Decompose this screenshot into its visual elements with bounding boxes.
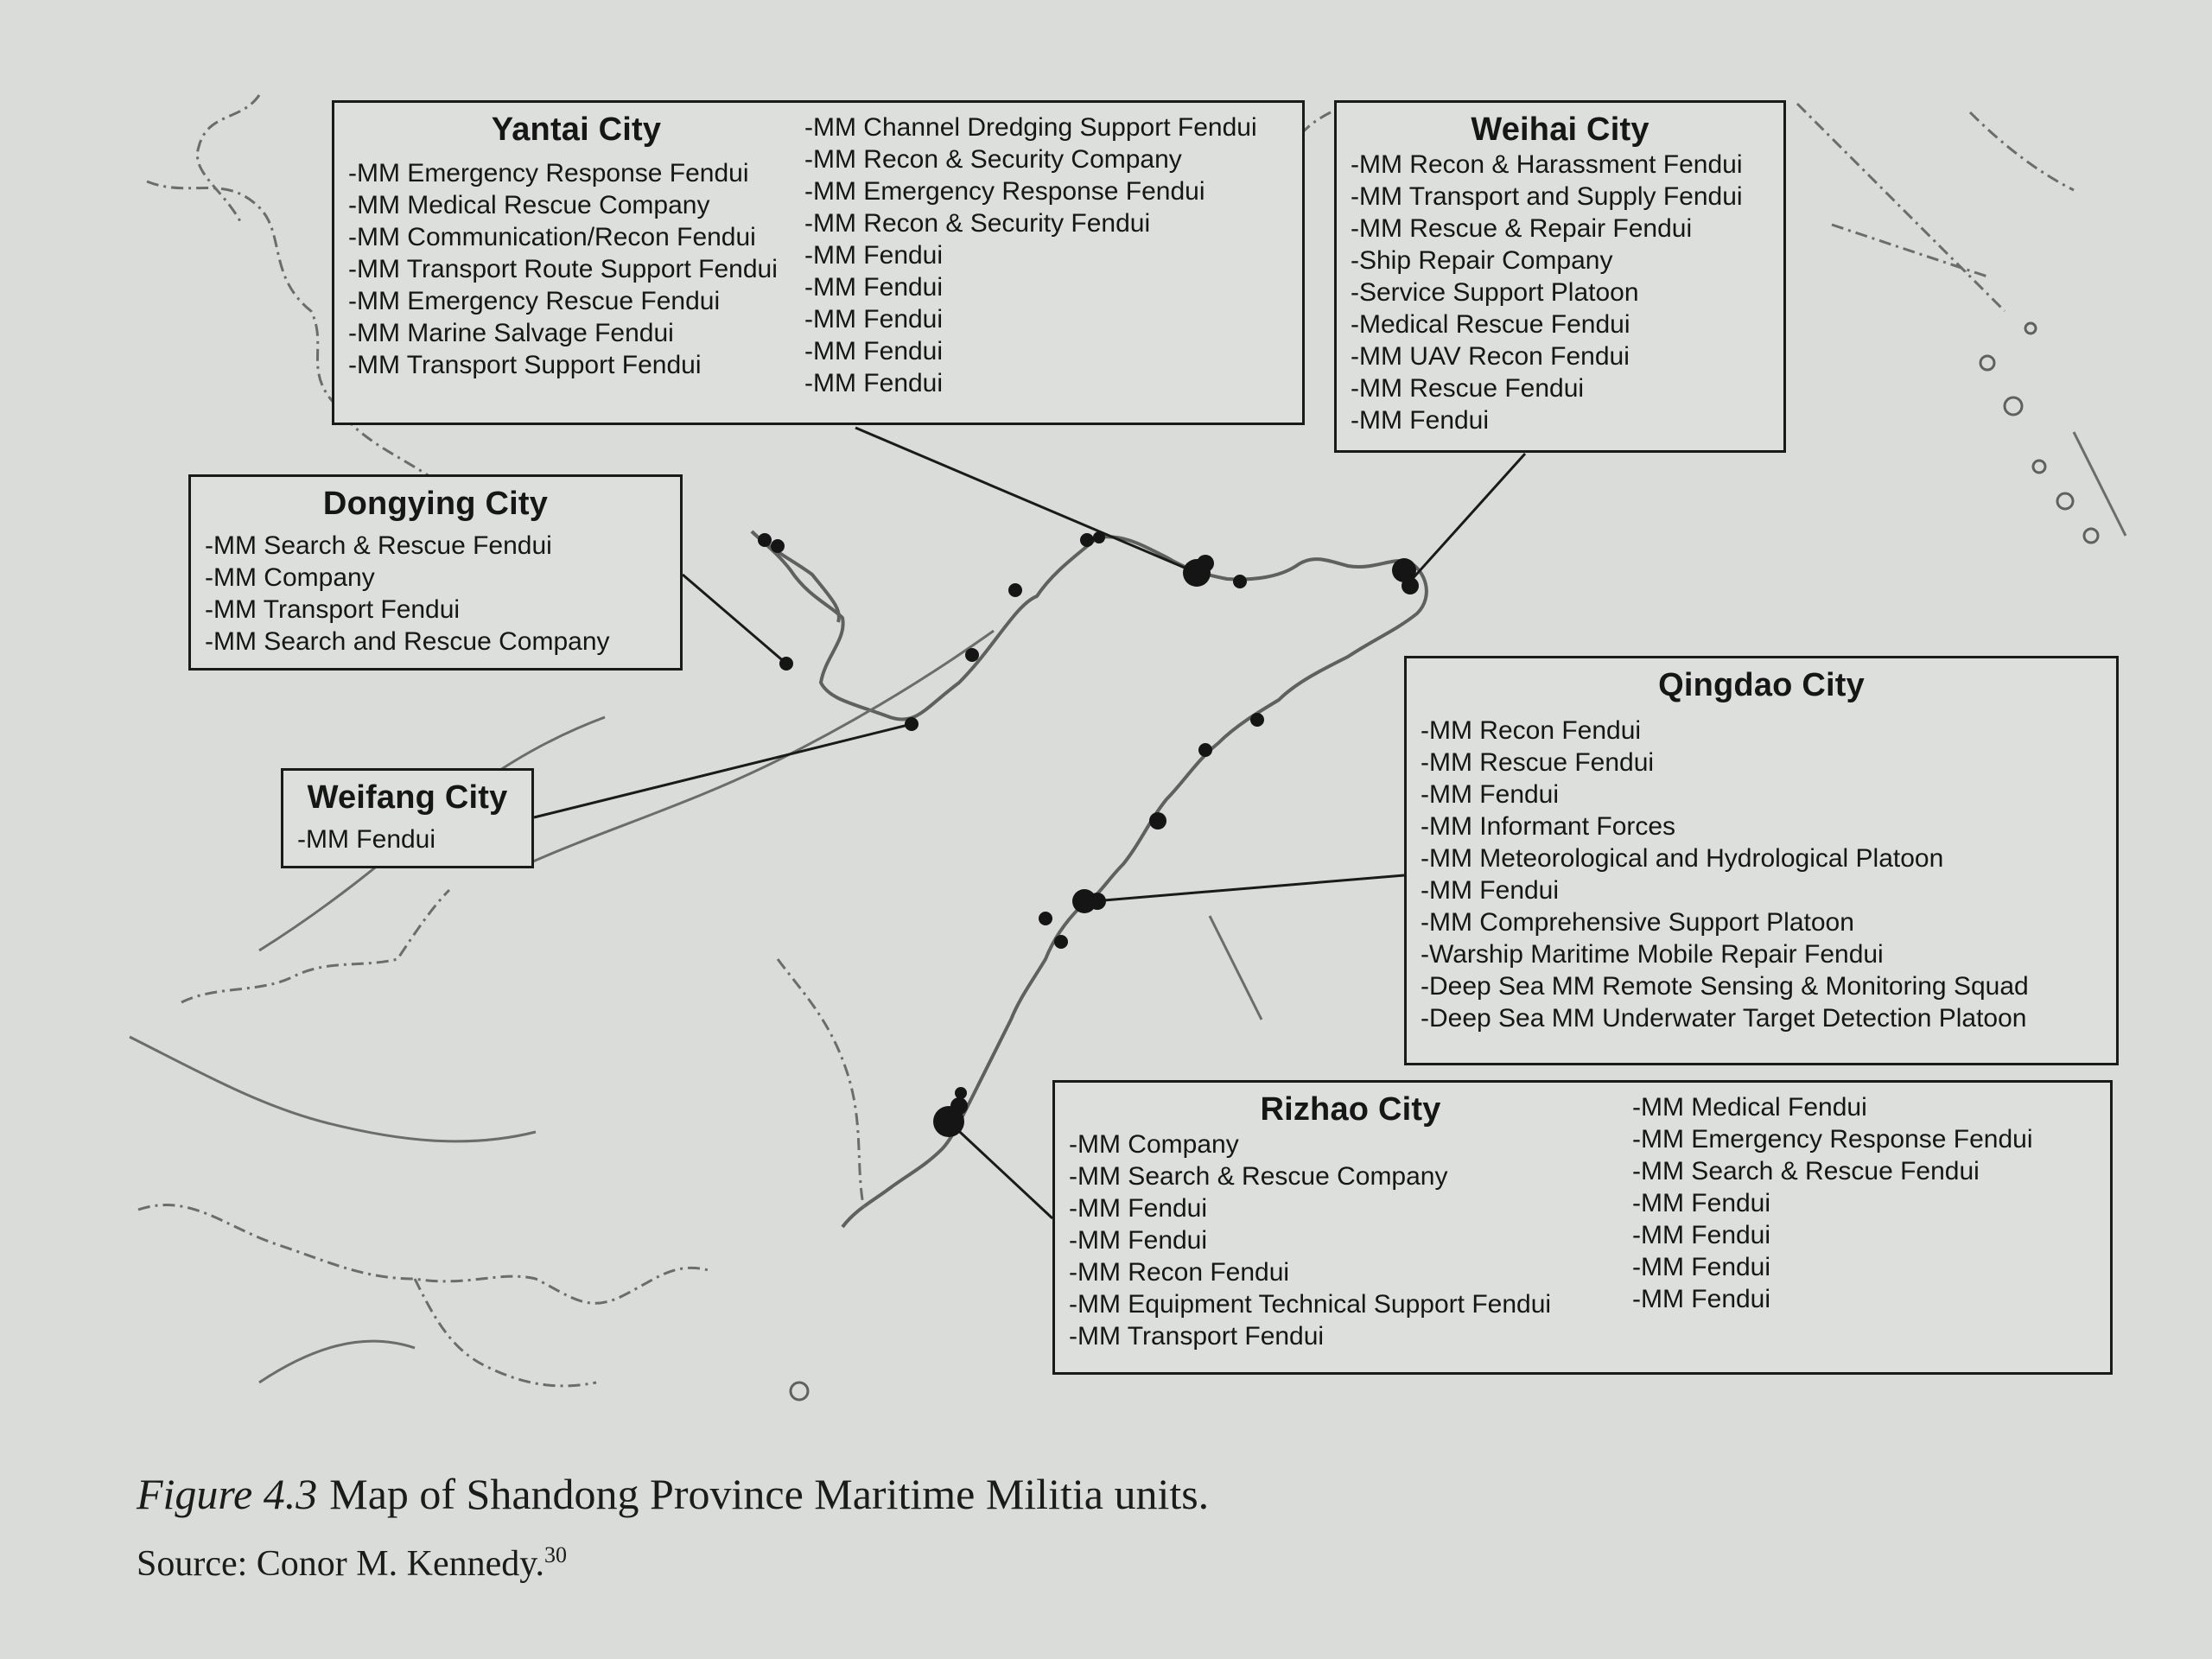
qingdao-title: Qingdao City	[1658, 667, 1865, 703]
rizhao-box	[1052, 1080, 2113, 1375]
unit-list-item: -MM Fendui	[1632, 1221, 1771, 1249]
unit-list-item: -MM Fendui	[1632, 1253, 1771, 1281]
unit-list-item: -MM Fendui	[804, 273, 944, 302]
figure-source	[137, 1542, 567, 1585]
unit-list-item: -MM Recon Fendui	[1421, 716, 1642, 745]
unit-list-item: -MM Fendui	[1632, 1285, 1771, 1313]
dongying-box	[188, 474, 683, 671]
unit-list-item: -MM Recon & Security Fendui	[804, 209, 1151, 238]
weifang-box	[281, 768, 534, 868]
unit-list-item: -MM Rescue Fendui	[1351, 374, 1585, 403]
unit-list-item: -MM Transport and Supply Fendui	[1351, 182, 1743, 211]
yantai-left-list	[348, 157, 804, 381]
dongying-list	[205, 530, 666, 658]
unit-list-item: -MM Fendui	[1069, 1226, 1208, 1255]
unit-list-item: -MM Meteorological and Hydrological Platoon	[1421, 844, 1944, 873]
unit-list-item: -MM Recon Fendui	[1069, 1258, 1290, 1287]
unit-list-item: -MM Fendui	[1421, 876, 1560, 905]
unit-list-item: -MM Fendui	[804, 337, 944, 365]
source-footnote: 30	[544, 1542, 568, 1567]
unit-list-item: -MM Fendui	[1069, 1194, 1208, 1223]
unit-list-item: -MM Emergency Rescue Fendui	[348, 287, 721, 315]
unit-list-item: -MM Transport Fendui	[1069, 1322, 1325, 1351]
unit-list-item: -Medical Rescue Fendui	[1351, 310, 1630, 339]
rizhao-title: Rizhao City	[1260, 1091, 1441, 1128]
yantai-right-list	[804, 111, 1257, 399]
unit-list-item: -MM Communication/Recon Fendui	[348, 223, 756, 251]
rizhao-right-list	[1632, 1091, 2033, 1315]
weihai-list	[1351, 149, 1770, 436]
unit-list-item: -MM Emergency Response Fendui	[1632, 1125, 2033, 1154]
unit-list-item: -MM Search and Rescue Company	[205, 627, 610, 656]
unit-list-item: -MM Rescue & Repair Fendui	[1351, 214, 1693, 243]
unit-list-item: -Service Support Platoon	[1351, 278, 1639, 307]
unit-list-item: -MM Fendui	[297, 825, 436, 854]
unit-list-item: -MM UAV Recon Fendui	[1351, 342, 1630, 371]
unit-list-item: -MM Search & Rescue Company	[1069, 1162, 1448, 1191]
unit-list-item: -MM Marine Salvage Fendui	[348, 319, 674, 347]
weihai-box	[1334, 100, 1786, 453]
unit-list-item: -MM Fendui	[1632, 1189, 1771, 1217]
unit-list-item: -MM Company	[205, 563, 375, 592]
unit-list-item: -Deep Sea MM Remote Sensing & Monitoring Squad	[1421, 972, 2029, 1001]
unit-list-item: -MM Medical Fendui	[1632, 1093, 1867, 1122]
unit-list-item: -MM Equipment Technical Support Fendui	[1069, 1290, 1552, 1319]
weihai-title: Weihai City	[1471, 111, 1649, 148]
yantai-title: Yantai City	[491, 111, 662, 148]
rizhao-left-list	[1069, 1128, 1632, 1352]
unit-list-item: -MM Transport Fendui	[205, 595, 461, 624]
unit-list-item: -MM Transport Route Support Fendui	[348, 255, 778, 283]
unit-list-item: -MM Fendui	[1421, 780, 1560, 809]
unit-list-item: -MM Fendui	[804, 305, 944, 334]
unit-list-item: -MM Emergency Response Fendui	[348, 159, 749, 188]
figure-label: Figure 4.3	[137, 1470, 318, 1518]
unit-list-item: -MM Recon & Harassment Fendui	[1351, 150, 1743, 179]
unit-list-item: -MM Medical Rescue Company	[348, 191, 710, 219]
unit-list-item: -MM Search & Rescue Fendui	[1632, 1157, 1980, 1185]
weifang-list	[297, 823, 518, 855]
unit-list-item: -Warship Maritime Mobile Repair Fendui	[1421, 940, 1884, 969]
unit-list-item: -MM Company	[1069, 1130, 1239, 1159]
unit-list-item: -Ship Repair Company	[1351, 246, 1613, 275]
unit-list-item: -Deep Sea MM Underwater Target Detection Platoon	[1421, 1004, 2027, 1033]
unit-list-item: -MM Fendui	[804, 369, 944, 397]
dongying-title: Dongying City	[322, 486, 549, 522]
qingdao-box	[1404, 656, 2119, 1065]
yantai-box	[332, 100, 1305, 425]
unit-list-item: -MM Comprehensive Support Platoon	[1421, 908, 1854, 937]
unit-list-item: -MM Channel Dredging Support Fendui	[804, 113, 1257, 142]
unit-list-item: -MM Informant Forces	[1421, 812, 1676, 841]
figure-caption	[137, 1469, 1209, 1519]
unit-list-item: -MM Transport Support Fendui	[348, 351, 702, 379]
unit-list-item: -MM Search & Rescue Fendui	[205, 531, 552, 560]
source-text: Source: Conor M. Kennedy.	[137, 1544, 545, 1584]
qingdao-list	[1421, 715, 2102, 1034]
weifang-title: Weifang City	[307, 779, 508, 816]
unit-list-item: -MM Fendui	[1351, 406, 1490, 435]
unit-list-item: -MM Rescue Fendui	[1421, 748, 1655, 777]
unit-list-item: -MM Emergency Response Fendui	[804, 177, 1205, 206]
unit-list-item: -MM Recon & Security Company	[804, 145, 1182, 174]
figure-caption-text: Map of Shandong Province Maritime Militia units.	[329, 1470, 1210, 1518]
unit-list-item: -MM Fendui	[804, 241, 944, 270]
